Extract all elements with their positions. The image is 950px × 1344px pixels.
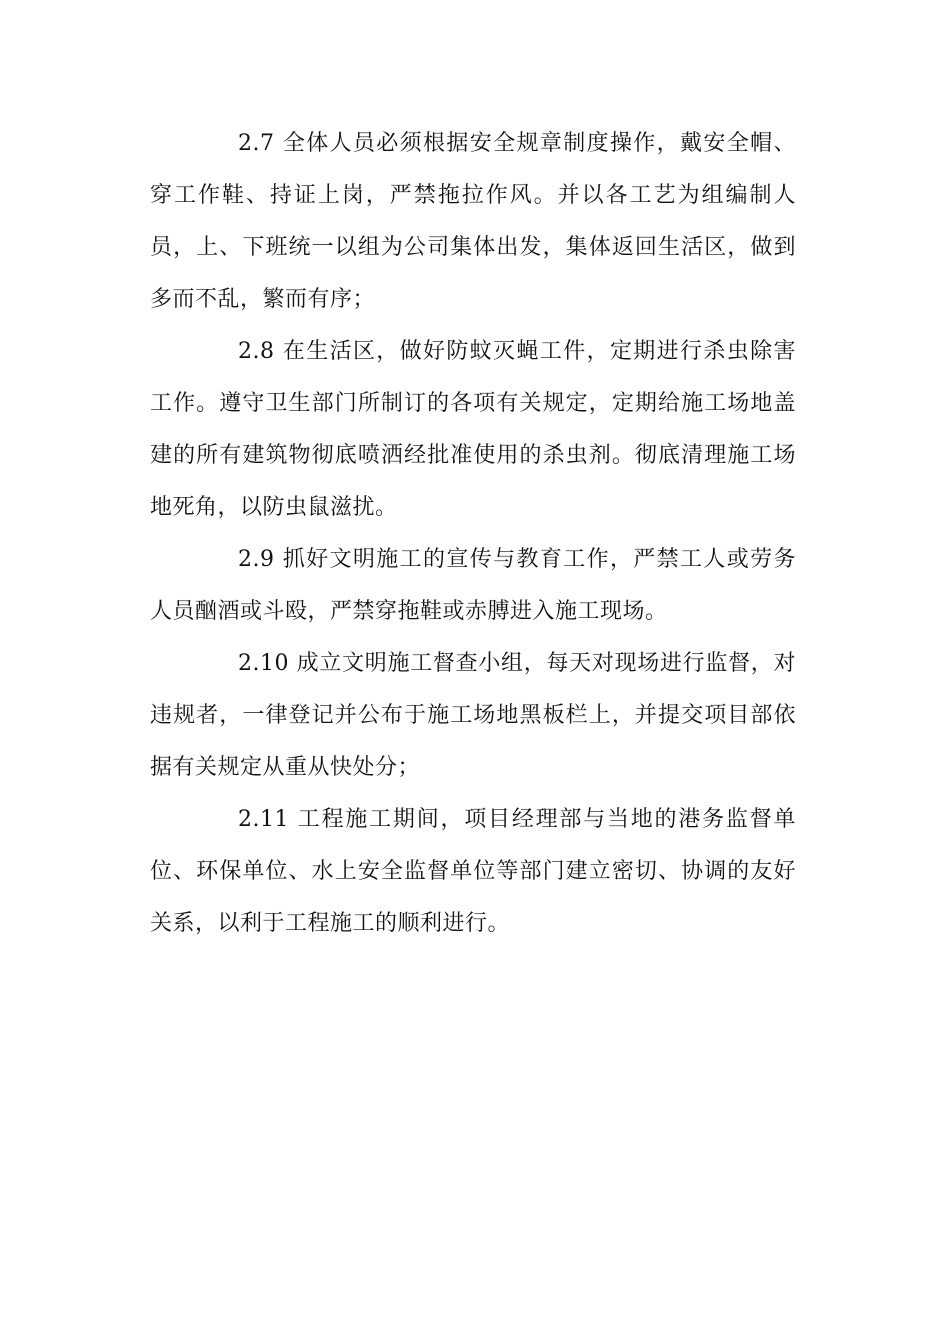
paragraph-2-8: 2.8 在生活区，做好防蚊灭蝇工件，定期进行杀虫除害工作。遵守卫生部门所制订的各项有关规定，定期给施工场地盖建的所有建筑物彻底喷洒经批准使用的杀虫剂。彻底清理施工场地死角，以防虫鼠滋扰。 xyxy=(150,339,796,520)
paragraph-2-11: 2.11 工程施工期间，项目经理部与当地的港务监督单位、环保单位、水上安全监督单位等部门建立密切、协调的友好关系，以利于工程施工的顺利进行。 xyxy=(150,807,796,936)
paragraph-2-7: 2.7 全体人员必须根据安全规章制度操作，戴安全帽、穿工作鞋、持证上岗，严禁拖拉作风。并以各工艺为组编制人员，上、下班统一以组为公司集体出发，集体返回生活区，做到多而不乱，繁而有序； xyxy=(150,131,796,312)
paragraph-2-9: 2.9 抓好文明施工的宣传与教育工作，严禁工人或劳务人员酗酒或斗殴，严禁穿拖鞋或赤膊进入施工现场。 xyxy=(150,547,796,624)
document-body xyxy=(150,118,796,950)
paragraph-2-10: 2.10 成立文明施工督查小组，每天对现场进行监督，对违规者，一律登记并公布于施工场地黑板栏上，并提交项目部依据有关规定从重从快处分； xyxy=(150,651,796,780)
